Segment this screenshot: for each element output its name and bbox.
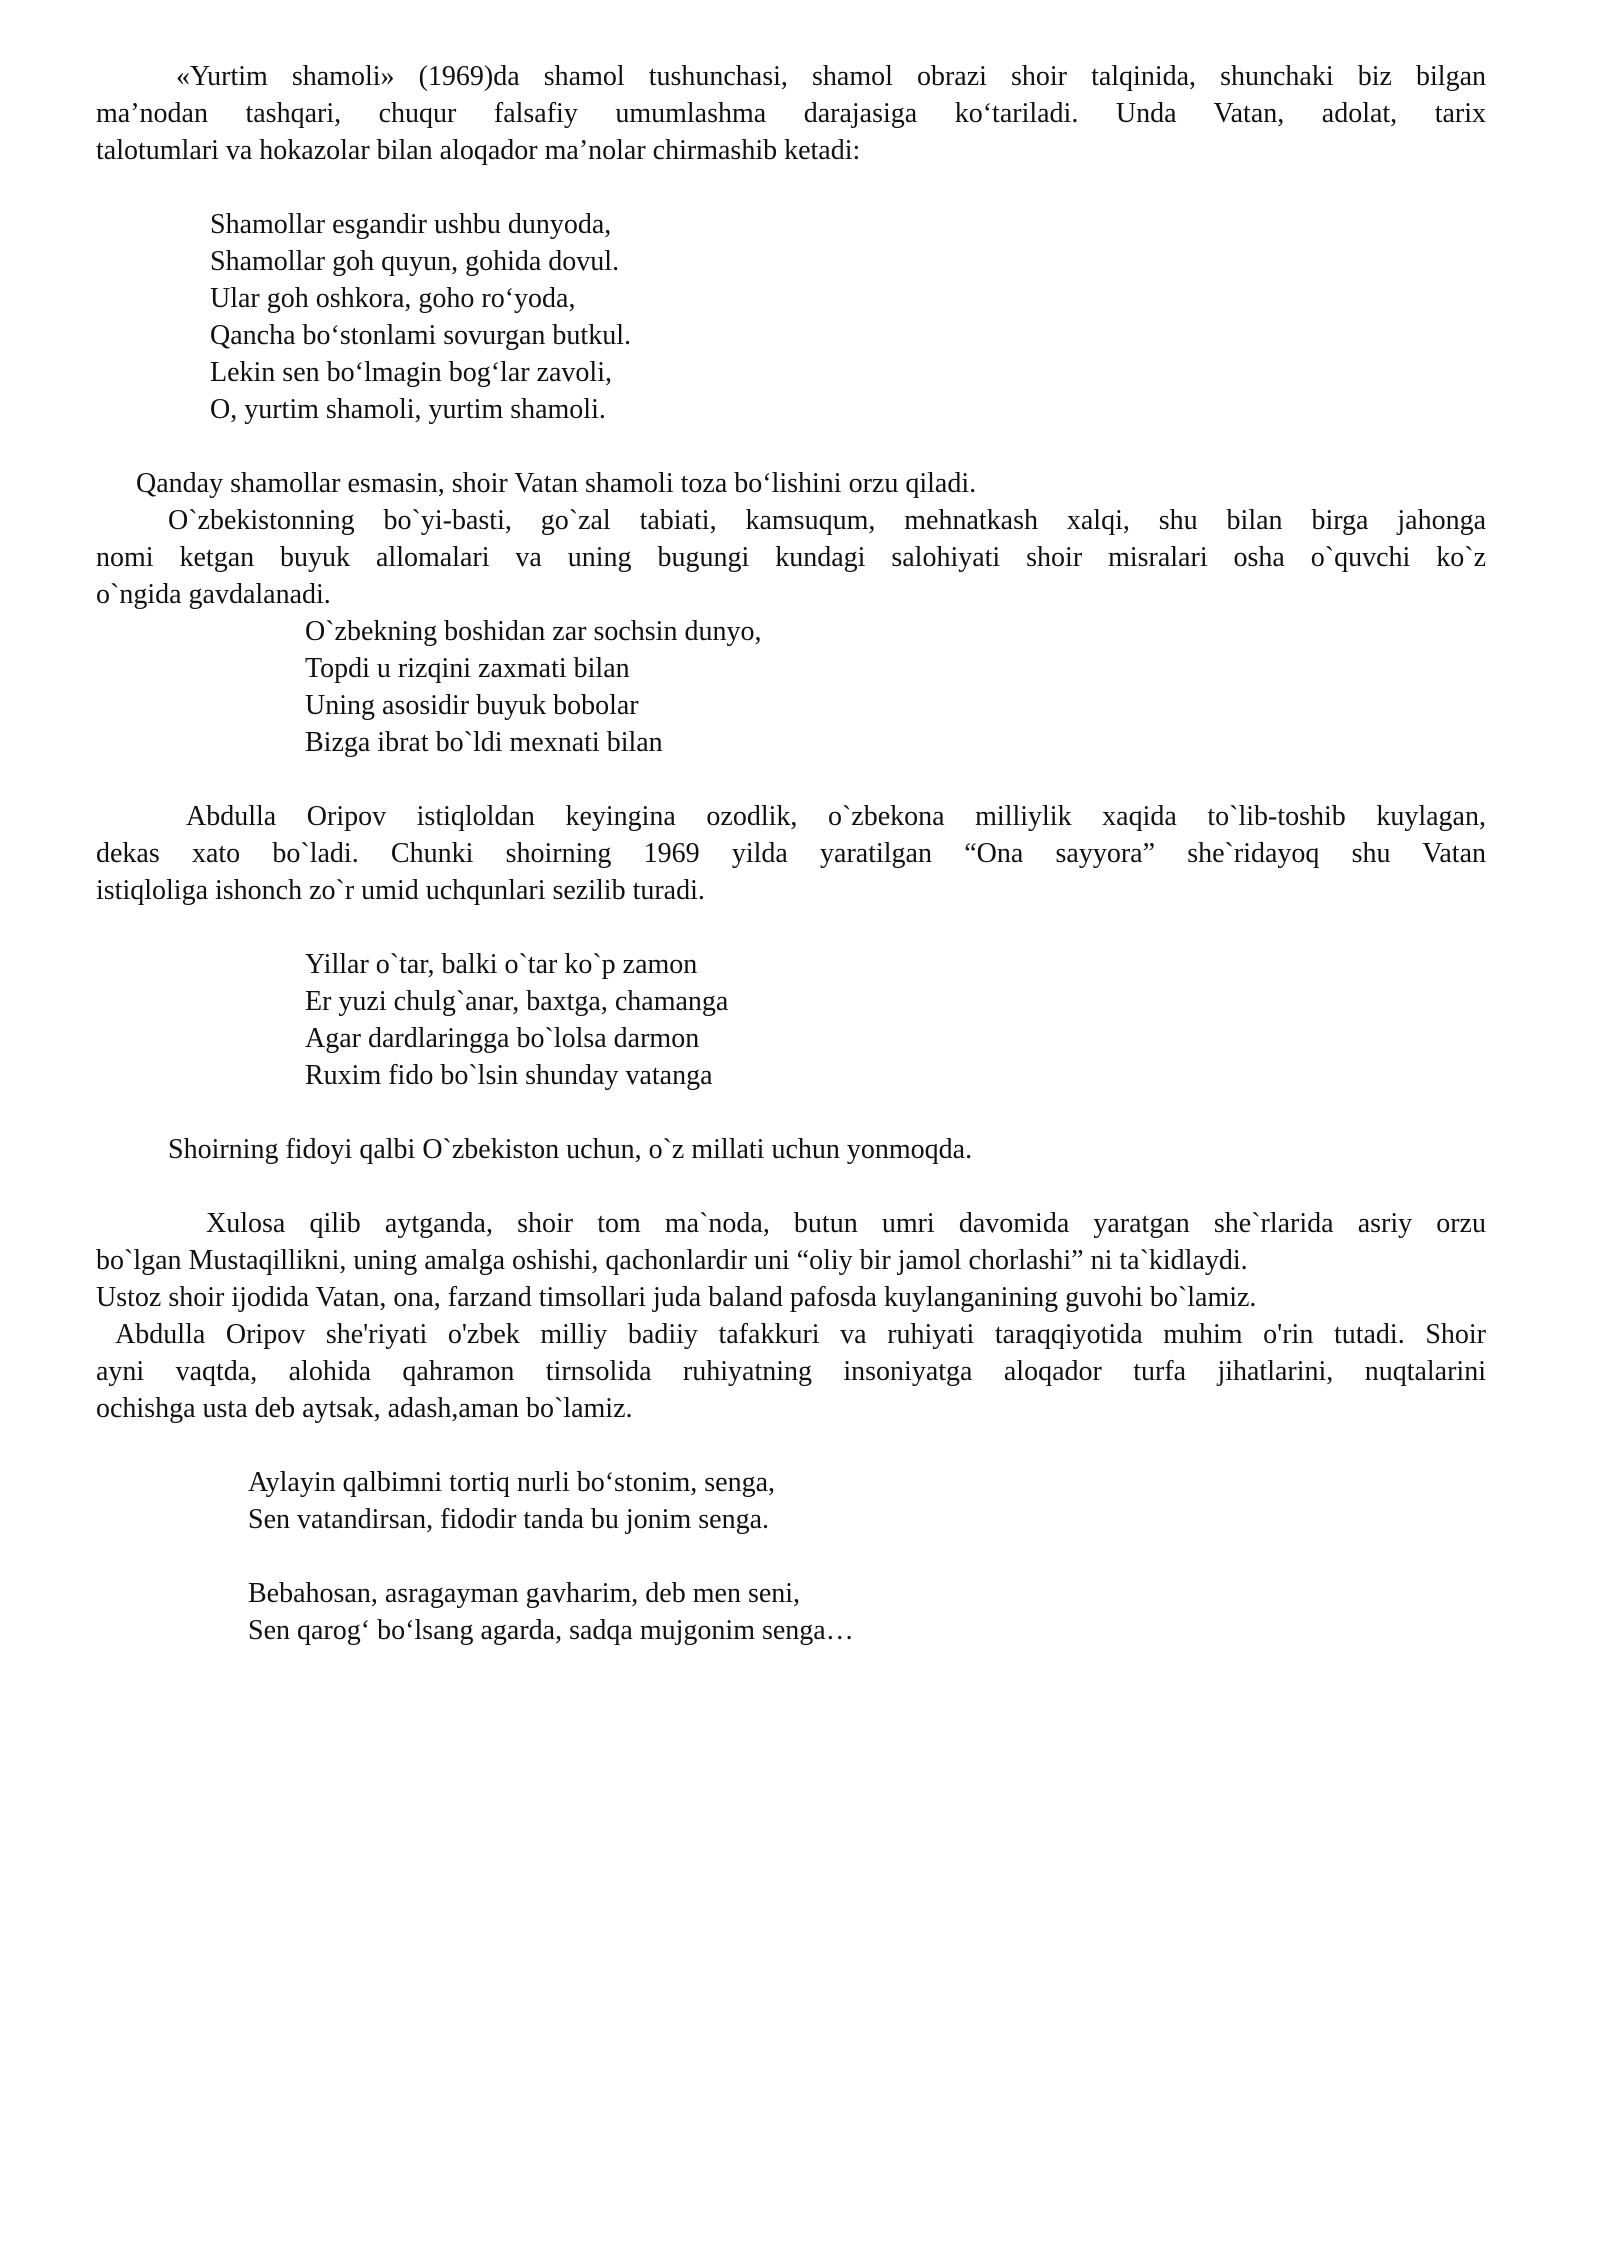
paragraph-3-line-2: nomi ketgan buyuk allomalari va uning bugungi kundagi salohiyati shoir misralari osha o`quvchi ko`z	[96, 542, 1486, 573]
paragraph-4-line-1: Abdulla Oripov istiqloldan keyingina ozodlik, o`zbekona milliylik xaqida to`lib-toshib kuylagan,	[186, 801, 1486, 832]
paragraph-1-line-3: talotumlari va hokazolar bilan aloqador ma’nolar chirmashib ketadi:	[96, 135, 861, 166]
paragraph-3-line-1: O`zbekistonning bo`yi-basti, go`zal tabiati, kamsuqum, mehnatkash xalqi, shu bilan birga jahonga	[168, 505, 1486, 536]
verse-2-line-1: O`zbekning boshidan zar sochsin dunyo,	[305, 616, 762, 647]
verse-2-line-2: Topdi u rizqini zaxmati bilan	[305, 653, 630, 684]
verse-1-line-2: Shamollar goh quyun, gohida dovul.	[210, 246, 620, 277]
paragraph-1-line-1: «Yurtim shamoli» (1969)da shamol tushunchasi, shamol obrazi shoir talqinida, shunchaki biz bilgan	[176, 61, 1486, 92]
paragraph-4-line-3: istiqloliga ishonch zo`r umid uchqunlari sezilib turadi.	[96, 875, 705, 906]
verse-1-line-6: O, yurtim shamoli, yurtim shamoli.	[210, 394, 606, 425]
paragraph-3-line-3: o`ngida gavdalanadi.	[96, 579, 331, 610]
paragraph-6-line-1: Xulosa qilib aytganda, shoir tom ma`noda, butun umri davomida yaratgan she`rlarida asriy orzu	[206, 1208, 1486, 1239]
verse-3-line-3: Agar dardlaringga bo`lolsa darmon	[305, 1023, 700, 1054]
verse-1-line-3: Ular goh oshkora, goho ro‘yoda,	[210, 283, 576, 314]
paragraph-6-line-2: bo`lgan Mustaqillikni, uning amalga oshishi, qachonlardir uni “oliy bir jamol chorlashi” ni ta`kidlaydi.	[96, 1245, 1248, 1276]
paragraph-4-line-2: dekas xato bo`ladi. Chunki shoirning 1969 yilda yaratilgan “Ona sayyora” she`ridayoq shu Vatan	[96, 838, 1486, 869]
paragraph-7-line-3: ochishga usta deb aytsak, adash,aman bo`lamiz.	[96, 1393, 633, 1424]
paragraph-5: Shoirning fidoyi qalbi O`zbekiston uchun, o`z millati uchun yonmoqda.	[168, 1134, 973, 1165]
verse-1-line-5: Lekin sen bo‘lmagin bog‘lar zavoli,	[210, 357, 612, 388]
verse-3-line-2: Er yuzi chulg`anar, baxtga, chamanga	[305, 986, 729, 1017]
paragraph-7-line-2: ayni vaqtda, alohida qahramon tirnsolida ruhiyatning insoniyatga aloqador turfa jihatlarini, nuqtalarini	[96, 1356, 1486, 1387]
verse-3-line-1: Yillar o`tar, balki o`tar ko`p zamon	[305, 949, 698, 980]
verse-2-line-4: Bizga ibrat bo`ldi mexnati bilan	[305, 727, 663, 758]
verse-2-line-3: Uning asosidir buyuk bobolar	[305, 690, 639, 721]
verse-4-line-1: Aylayin qalbimni tortiq nurli bo‘stonim, senga,	[248, 1467, 776, 1498]
verse-5-line-2: Sen qarog‘ bo‘lsang agarda, sadqa mujgonim senga…	[248, 1615, 854, 1646]
verse-1-line-1: Shamollar esgandir ushbu dunyoda,	[210, 209, 612, 240]
paragraph-2: Qanday shamollar esmasin, shoir Vatan shamoli toza bo‘lishini orzu qiladi.	[136, 468, 977, 499]
paragraph-7-line-1: Abdulla Oripov she'riyati o'zbek milliy badiiy tafakkuri va ruhiyati taraqqiyotida muhim o'rin tutadi. Shoir	[96, 1319, 1486, 1350]
verse-4-line-2: Sen vatandirsan, fidodir tanda bu jonim senga.	[248, 1504, 769, 1535]
paragraph-6-line-3: Ustoz shoir ijodida Vatan, ona, farzand timsollari juda baland pafosda kuylanganining guvohi bo`lamiz.	[96, 1282, 1257, 1313]
verse-3-line-4: Ruxim fido bo`lsin shunday vatanga	[305, 1060, 713, 1091]
verse-1-line-4: Qancha bo‘stonlami sovurgan butkul.	[210, 320, 631, 351]
paragraph-1-line-2: ma’nodan tashqari, chuqur falsafiy umumlashma darajasiga ko‘tariladi. Unda Vatan, adolat, tarix	[96, 98, 1486, 129]
verse-5-line-1: Bebahosan, asragayman gavharim, deb men seni,	[248, 1578, 801, 1609]
